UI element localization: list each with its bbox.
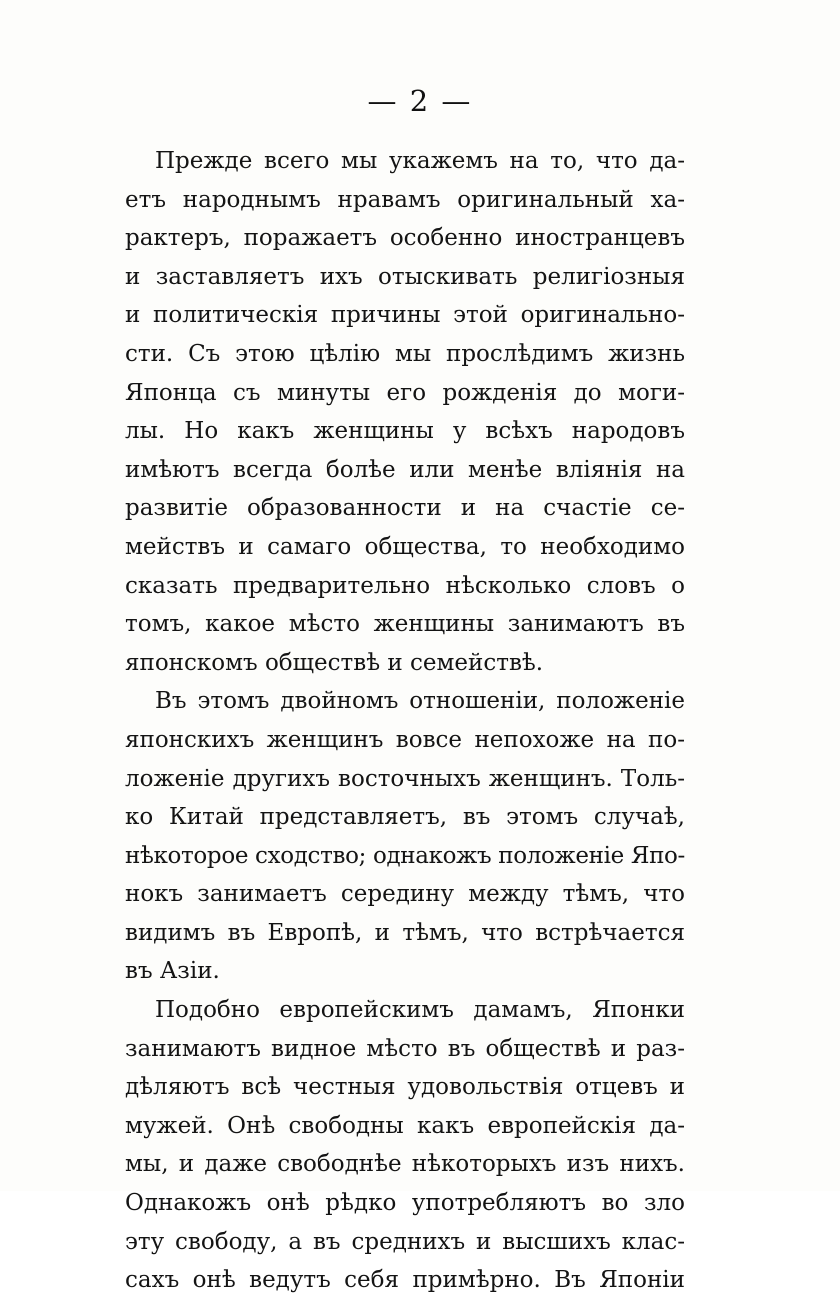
text-line: Прежде всего мы укажемъ на то, что да-	[155, 148, 685, 174]
text-line: сказать предварительно нѣсколько словъ о	[125, 572, 685, 599]
text-line: рактеръ, поражаетъ особенно иностранцевъ	[125, 225, 685, 252]
text-line: Однакожъ онѣ рѣдко употребляютъ во зло	[125, 1190, 685, 1217]
text-line: мы, и даже свободнѣе нѣкоторыхъ изъ нихъ.	[125, 1151, 685, 1178]
text-line: Въ этомъ двойномъ отношенiи, положенiе	[155, 688, 685, 715]
text-line: мействъ и самаго общества, то необходимо	[125, 533, 685, 560]
text-line: ложенiе другихъ восточныхъ женщинъ. Толь-	[125, 765, 685, 792]
text-line: видимъ въ Европѣ, и тѣмъ, что встрѣчается	[125, 919, 685, 946]
page-number: — 2 —	[367, 84, 473, 118]
text-line: японскихъ женщинъ вовсе непохоже на по-	[125, 726, 685, 753]
text-line: дѣляютъ всѣ честныя удовольствiя отцевъ и	[125, 1074, 685, 1101]
text-line: ко Китай представляетъ, въ этомъ случаѣ,	[125, 804, 685, 831]
text-line: занимаютъ видное мѣсто въ обществѣ и раз-	[125, 1035, 685, 1062]
text-line: нѣкоторое сходство; однакожъ положенiе Япо-	[125, 842, 685, 869]
text-line: сахъ онѣ ведутъ себя примѣрно. Въ Японiи	[125, 1267, 685, 1294]
text-line: японскомъ обществѣ и семействѣ.	[125, 649, 544, 676]
text-line: лы. Но какъ женщины у всѣхъ народовъ	[125, 418, 685, 445]
text-line: нокъ занимаетъ середину между тѣмъ, что	[125, 881, 685, 908]
text-line: имѣютъ всегда болѣе или менѣе влiянiя на	[125, 456, 685, 483]
text-line: развитiе образованности и на счастiе се-	[125, 495, 685, 522]
text-line: и заставляетъ ихъ отыскивать религiозныя	[125, 263, 685, 290]
text-line: Подобно европейскимъ дамамъ, Японки	[155, 997, 685, 1024]
text-line: томъ, какое мѣсто женщины занимаютъ въ	[125, 611, 685, 638]
text-line: эту свободу, а въ среднихъ и высшихъ клас-	[125, 1228, 685, 1255]
text-line: сти. Съ этою цѣлiю мы прослѣдимъ жизнь	[125, 340, 685, 367]
text-line: въ Азiи.	[125, 958, 220, 985]
text-line: Японца съ минуты его рожденiя до моги-	[125, 379, 685, 406]
body-text	[125, 142, 685, 1300]
text-line: етъ народнымъ нравамъ оригинальный ха-	[125, 186, 685, 213]
text-line: и политическiя причины этой оригинально-	[125, 302, 685, 329]
text-line: мужей. Онѣ свободны какъ европейскiя да-	[125, 1112, 685, 1139]
